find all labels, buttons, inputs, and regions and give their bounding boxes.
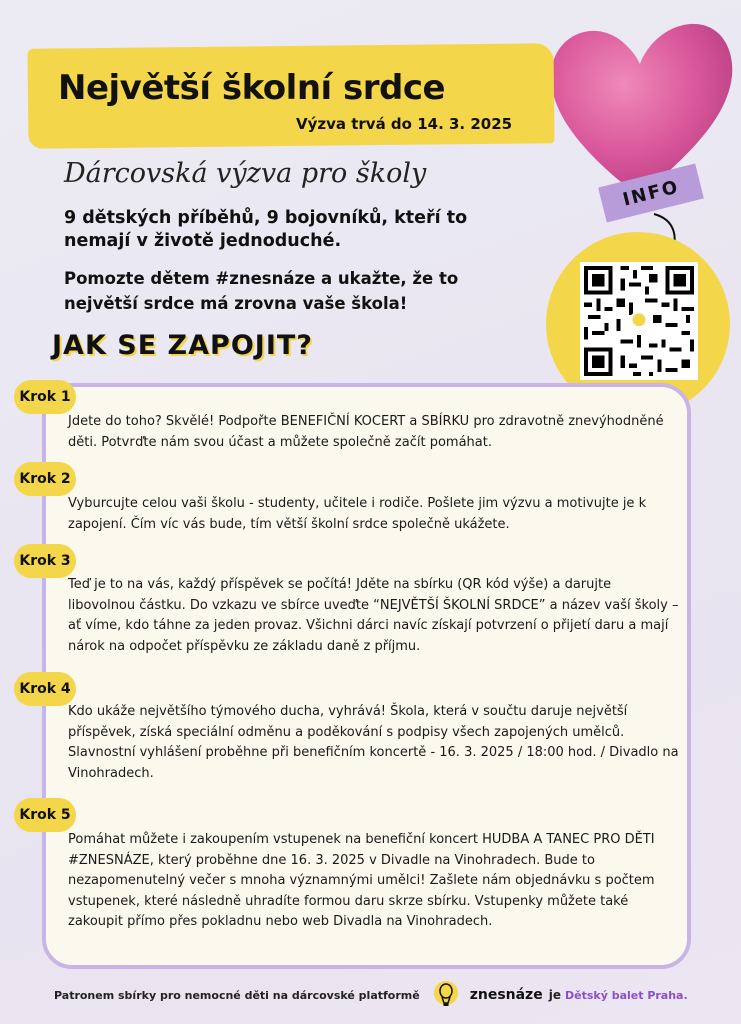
step-text: Vyburcujte celou vaši školu - studenty, učitele i rodiče. Pošlete jim výzvu a motivujte je k zapojení. Čím víc vás bude, tím větší školní srdce společně ukážete. [68, 496, 647, 532]
brand-name: znesnáze [469, 987, 543, 1003]
page-title: Největší školní srdce [58, 68, 446, 108]
step-text: Kdo ukáže největšího týmového ducha, vyhrává! Škola, která v součtu daruje největší příspěvek, získá speciální odměnu a poděkování s podpisy všech zapojených umělců. Slavnostní vyhlášení proběhne při benefičním koncertě - 16. 3. 2025 / 18:00 hod. / Divadlo na Vinohradech. [68, 704, 679, 781]
step-badge: Krok 1 [14, 380, 76, 414]
step-text: Pomáhat můžete i zakoupením vstupenek na benefiční koncert HUDBA A TANEC PRO DĚTI #ZNESNÁZE, který proběhne dne 16. 3. 2025 v Divadle na Vinohradech. Bude to nezapomenutelný večer s mnoha významnými umělci! Zašlete nám objednávku s počtem vstupenek, které následně uhradíte formou daru skrze sbírku. Vstupenky můžete také zakoupit přímo přes pokladnu nebo web Divadla na Vinohradech. [68, 832, 655, 929]
appeal-text: Pomozte dětem #znesnáze a ukažte, že to největší srdce má zrovna vaše škola! [64, 269, 459, 313]
step-badge: Krok 2 [14, 462, 76, 496]
balloon-logo-icon [430, 979, 462, 1011]
step-text: Teď je to na vás, každý příspěvek se počítá! Jděte na sbírku (QR kód výše) a darujte libovolnou částku. Do vzkazu ve sbírce uveďte “NEJVĚTŠÍ ŠKOLNÍ SRDCE” a název vaší školy – ať víme, kdo táhne za jeden provaz. Všichni dárci navíc získají potvrzení o přijetí daru a mají nárok na odpočet příspěvku ze základu daně z příjmu. [68, 577, 679, 654]
step-badge: Krok 3 [14, 544, 76, 578]
footer [48, 972, 708, 1018]
qr-code[interactable] [580, 262, 698, 380]
subtitle: Dárcovská výzva pro školy [64, 158, 427, 189]
step-badge: Krok 5 [14, 798, 76, 832]
step-badge: Krok 4 [14, 672, 76, 706]
partner-link[interactable]: Dětský balet Praha. [564, 988, 688, 1002]
connector-text: je [548, 988, 561, 1002]
step-text: Jdete do toho? Skvělé! Podpořte BENEFIČNÍ KOCERT a SBÍRKU pro zdravotně znevýhodněné děti. Potvrďte nám svou účast a můžete společně začít pomáhat. [68, 414, 664, 450]
deadline: Výzva trvá do 14. 3. 2025 [296, 115, 513, 133]
info-tag: INFO [598, 163, 704, 222]
section-heading: JAK SE ZAPOJIT? [52, 330, 313, 361]
patron-text: Patronem sbírky pro nemocné děti na dárcovské platformě [54, 988, 420, 1002]
tagline: 9 dětských příběhů, 9 bojovníků, kteří to nemají v životě jednoduché. [64, 208, 468, 251]
